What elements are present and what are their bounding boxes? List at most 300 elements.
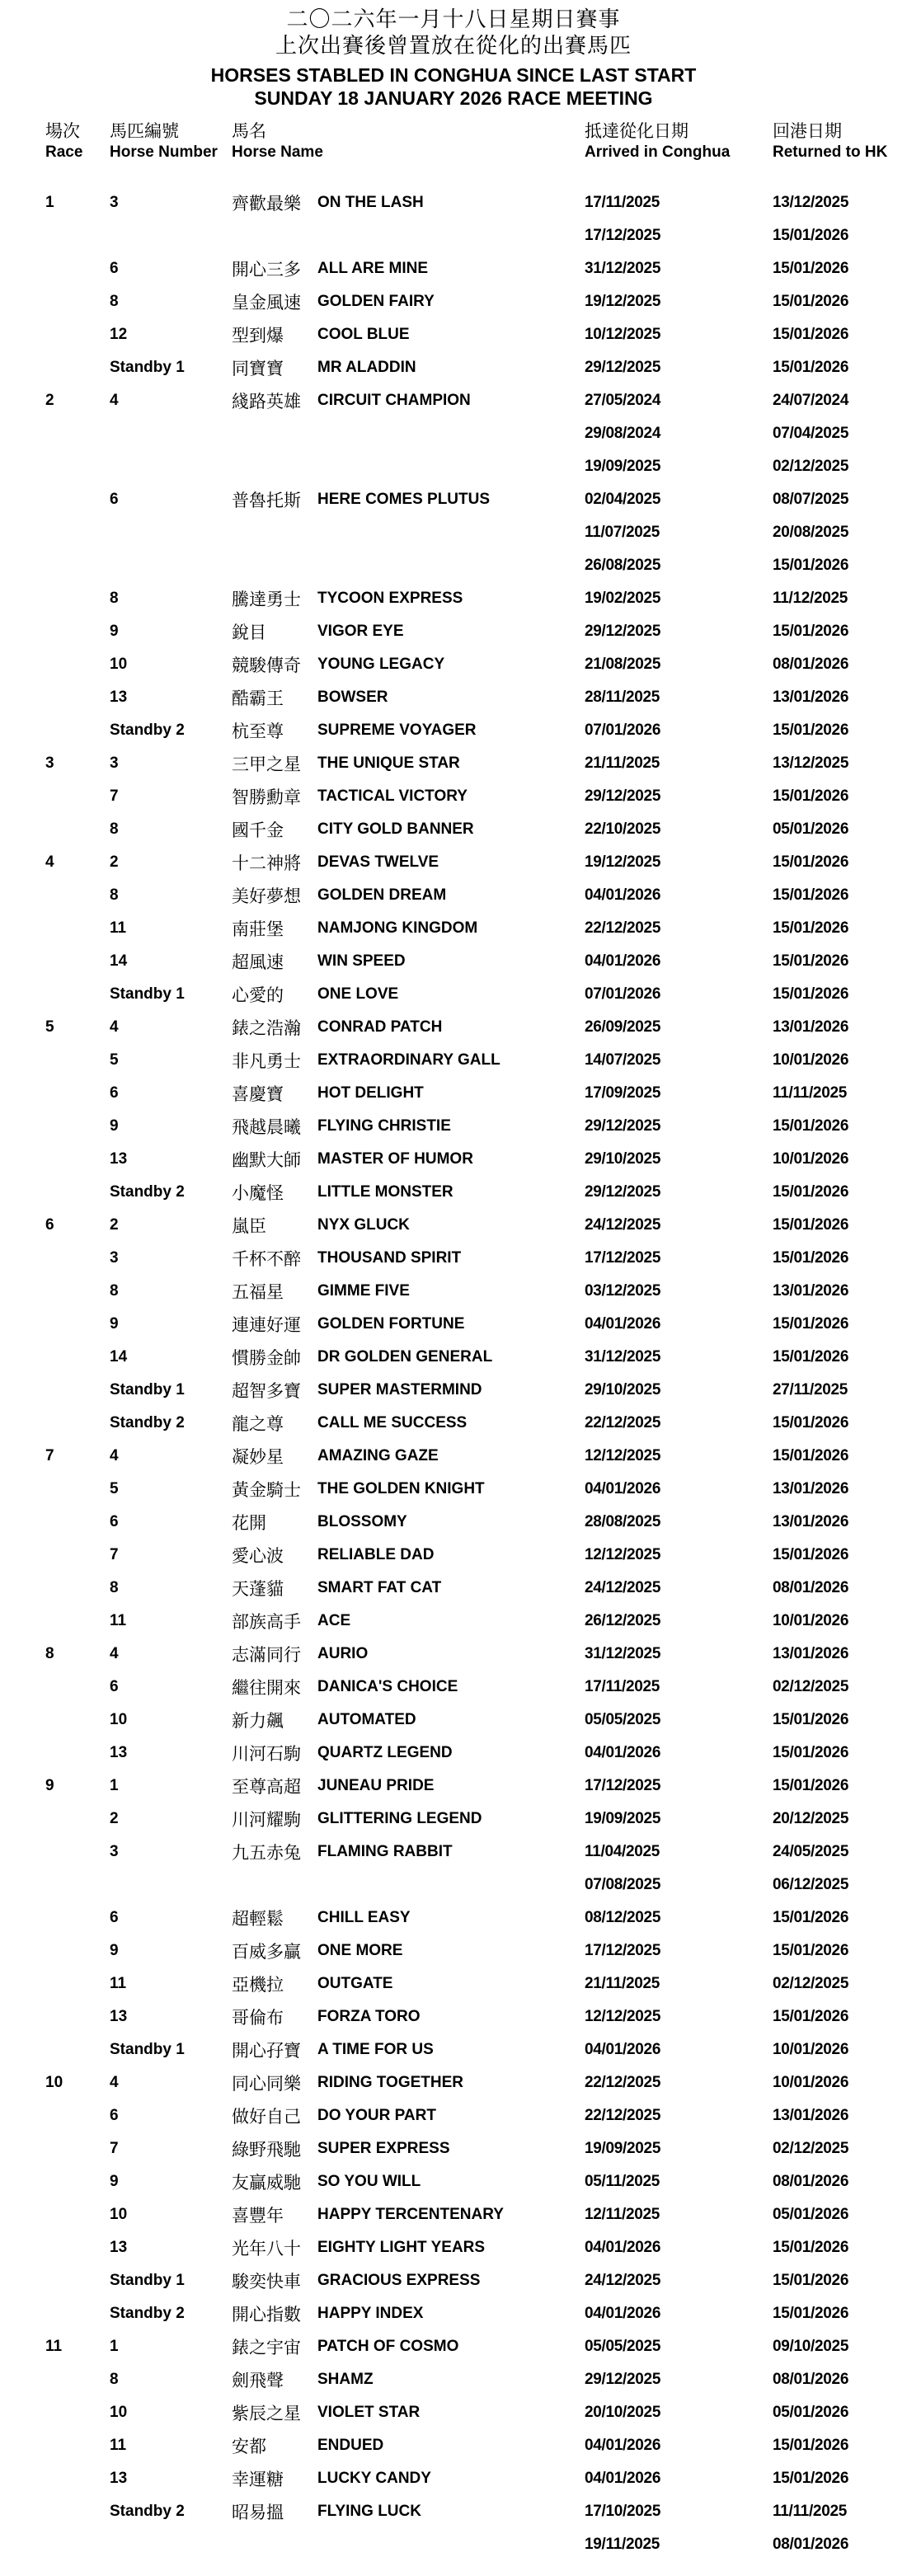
horse-name-chinese-cell: 南莊堡 [232,920,284,939]
returned-to-hk-cell: 15/01/2026 [773,1909,849,1926]
horse-number-cell: Standby 2 [110,1414,185,1431]
table-row [45,1209,907,1242]
horse-name-chinese-cell: 競駿傳奇 [232,656,301,675]
arrived-in-conghua-cell: 02/04/2025 [585,491,661,508]
horse-name-english-cell: CALL ME SUCCESS [317,1414,468,1431]
returned-to-hk-cell: 10/01/2026 [773,2041,849,2058]
horse-number-cell: 6 [110,1513,119,1530]
horse-number-cell: 9 [110,1942,119,1959]
arrived-in-conghua-cell: 19/12/2025 [585,853,661,871]
horse-number-cell: 11 [110,919,127,937]
horse-name-english-cell: A TIME FOR US [317,2041,434,2058]
returned-to-hk-cell: 02/12/2025 [773,458,849,475]
arrived-in-conghua-cell: 21/08/2025 [585,656,661,673]
horse-name-chinese-cell: 川河耀駒 [232,1811,301,1830]
returned-to-hk-cell: 10/01/2026 [773,1150,849,1168]
table-row [45,1770,907,1803]
table-row [45,1473,907,1506]
table-row [45,615,907,648]
horse-name-chinese-cell: 飛越晨曦 [232,1118,301,1137]
arrived-in-conghua-cell: 07/01/2026 [585,985,661,1003]
horse-name-english-cell: HERE COMES PLUTUS [317,491,491,508]
horse-name-english-cell: NYX GLUCK [317,1216,410,1234]
arrived-in-conghua-cell: 04/01/2026 [585,2437,661,2454]
horse-name-english-cell: THOUSAND SPIRIT [317,1249,462,1267]
horse-name-chinese-cell: 錶之浩瀚 [232,1019,301,1038]
table-row [45,1374,907,1407]
horse-name-english-cell: SUPER EXPRESS [317,2140,450,2157]
page-title-zh-line1: 二〇二六年一月十八日星期日賽事 [286,7,621,31]
returned-to-hk-cell: 13/01/2026 [773,2107,849,2124]
arrived-in-conghua-cell: 21/11/2025 [585,754,660,772]
horse-name-chinese-cell: 酷霸王 [232,689,284,708]
arrived-in-conghua-cell: 04/01/2026 [585,952,661,970]
returned-to-hk-cell: 15/01/2026 [773,1777,849,1794]
horse-name-english-cell: SHAMZ [317,2371,374,2388]
horse-name-chinese-cell: 小魔怪 [232,1184,284,1203]
table-column-headers [45,120,907,162]
table-row [45,1671,907,1704]
horse-name-chinese-cell: 幽默大師 [232,1151,301,1170]
arrived-in-conghua-cell: 17/12/2025 [585,1942,661,1959]
horse-name-chinese-cell: 天蓬貓 [232,1580,284,1599]
table-row [45,1044,907,1077]
horse-name-chinese-cell: 新力飆 [232,1712,284,1731]
returned-to-hk-cell: 13/12/2025 [773,194,849,211]
returned-to-hk-cell: 15/01/2026 [773,787,849,805]
horse-number-cell: 4 [110,1018,119,1036]
horse-number-cell: 4 [110,392,119,409]
horse-number-cell: 7 [110,787,119,805]
arrived-in-conghua-cell: 04/01/2026 [585,2041,661,2058]
horse-name-chinese-cell: 騰達勇士 [232,590,301,609]
horse-name-english-cell: ON THE LASH [317,194,424,211]
returned-to-hk-cell: 13/12/2025 [773,754,849,772]
arrived-in-conghua-cell: 04/01/2026 [585,2305,661,2322]
horse-number-cell: 10 [110,656,128,673]
table-row [45,1275,907,1308]
horse-name-chinese-cell: 非凡勇士 [232,1052,301,1071]
horse-name-english-cell: HAPPY TERCENTENARY [317,2206,504,2223]
horse-number-cell: 13 [110,1150,128,1168]
horse-number-cell: Standby 1 [110,1381,185,1398]
horse-name-english-cell: SMART FAT CAT [317,1579,442,1596]
table-row [45,1176,907,1209]
horse-name-english-cell: VIGOR EYE [317,623,404,640]
horse-name-english-cell: PATCH OF COSMO [317,2338,459,2355]
horse-name-chinese-cell: 光年八十 [232,2240,301,2259]
arrived-in-conghua-cell: 20/10/2025 [585,2404,661,2421]
table-row [45,1934,907,1967]
page-title-en-line2: SUNDAY 18 JANUARY 2026 RACE MEETING [254,87,653,109]
table-row [45,747,907,780]
returned-to-hk-cell: 15/01/2026 [773,1942,849,1959]
horse-number-cell: 3 [110,194,119,211]
horse-name-english-cell: ALL ARE MINE [317,260,429,277]
horse-name-english-cell: HAPPY INDEX [317,2305,424,2322]
returned-to-hk-cell: 10/01/2026 [773,1612,849,1629]
horse-name-chinese-cell: 做好自己 [232,2108,301,2127]
horse-name-chinese-cell: 同寶寶 [232,360,284,378]
horse-name-english-cell: GOLDEN DREAM [317,886,447,904]
arrived-in-conghua-cell: 19/09/2025 [585,1810,661,1827]
table-row [45,2297,907,2330]
horse-name-chinese-cell: 繼往開來 [232,1679,301,1698]
horse-number-cell: 14 [110,952,128,970]
horse-name-english-cell: COOL BLUE [317,326,410,343]
arrived-in-conghua-cell: 29/10/2025 [585,1150,661,1168]
horse-number-cell: 13 [110,2008,128,2025]
horse-name-english-cell: WIN SPEED [317,952,406,970]
arrived-in-conghua-cell: 17/12/2025 [585,227,661,244]
horse-number-cell: 10 [110,2404,128,2421]
horse-name-chinese-cell: 國千金 [232,821,284,840]
table-row [45,1341,907,1374]
horse-name-chinese-cell: 駿奕快車 [232,2273,301,2292]
table-row [45,483,907,516]
horse-name-chinese-cell: 型到爆 [232,327,284,346]
horse-name-english-cell: DO YOUR PART [317,2107,436,2124]
arrived-in-conghua-cell: 22/12/2025 [585,2107,661,2124]
returned-to-hk-cell: 15/01/2026 [773,2272,849,2289]
horse-name-english-cell: ENDUED [317,2437,384,2454]
horse-name-english-cell: ONE MORE [317,1942,403,1959]
arrived-in-conghua-cell: 31/12/2025 [585,1645,661,1662]
race-number-cell: 6 [45,1216,54,1234]
table-row [45,2000,907,2033]
returned-to-hk-cell: 13/01/2026 [773,1018,849,1036]
horse-number-cell: 8 [110,1282,119,1300]
horse-name-chinese-cell: 美好夢想 [232,887,301,906]
horse-name-chinese-cell: 普魯托斯 [232,491,301,510]
horse-name-chinese-cell: 十二神將 [232,854,301,873]
table-row [45,1803,907,1836]
table-row [45,516,907,549]
horse-number-cell: 11 [110,1612,127,1629]
arrived-in-conghua-cell: 21/11/2025 [585,1975,660,1992]
column-header-returned-en: Returned to HK [773,143,888,161]
table-row [45,2462,907,2495]
race-number-cell: 8 [45,1645,54,1662]
table-row [45,1440,907,1473]
horse-name-chinese-cell: 劍飛聲 [232,2372,284,2390]
returned-to-hk-cell: 15/01/2026 [773,985,849,1003]
returned-to-hk-cell: 15/01/2026 [773,1183,849,1201]
horse-number-cell: 6 [110,491,119,508]
horse-name-chinese-cell: 幸運糖 [232,2470,284,2489]
returned-to-hk-cell: 15/01/2026 [773,2008,849,2025]
horse-number-cell: 3 [110,1249,119,1267]
returned-to-hk-cell: 15/01/2026 [773,1315,849,1333]
horse-number-cell: 10 [110,2206,128,2223]
horse-name-english-cell: ONE LOVE [317,985,399,1003]
horse-number-cell: 9 [110,2173,119,2190]
page-title-zh-line2: 上次出賽後曾置放在從化的出賽馬匹 [275,33,632,58]
arrived-in-conghua-cell: 29/12/2025 [585,2371,661,2388]
race-number-cell: 4 [45,853,54,871]
horse-number-cell: 4 [110,1645,119,1662]
horse-number-cell: 7 [110,2140,119,2157]
column-header-horse-name-en: Horse Name [232,143,323,161]
arrived-in-conghua-cell: 27/05/2024 [585,392,661,409]
table-row [45,714,907,747]
returned-to-hk-cell: 20/08/2025 [773,524,849,541]
horse-name-chinese-cell: 綠野飛馳 [232,2141,301,2160]
horse-number-cell: 13 [110,2239,128,2256]
table-row [45,384,907,417]
returned-to-hk-cell: 27/11/2025 [773,1381,848,1398]
returned-to-hk-cell: 15/01/2026 [773,326,849,343]
horse-number-cell: Standby 2 [110,2503,185,2520]
horse-name-chinese-cell: 嵐臣 [232,1217,266,1236]
table-row [45,582,907,615]
returned-to-hk-cell: 10/01/2026 [773,2074,849,2091]
horse-name-english-cell: LUCKY CANDY [317,2470,431,2487]
horse-number-cell: 12 [110,326,128,343]
table-row [45,846,907,879]
horse-number-cell: 13 [110,689,128,706]
returned-to-hk-cell: 15/01/2026 [773,2239,849,2256]
returned-to-hk-cell: 15/01/2026 [773,886,849,904]
arrived-in-conghua-cell: 08/12/2025 [585,1909,661,1926]
race-number-cell: 1 [45,194,54,211]
returned-to-hk-cell: 08/01/2026 [773,2173,849,2190]
horse-number-cell: 3 [110,1843,119,1860]
horse-name-chinese-cell: 百威多贏 [232,1943,301,1962]
horse-name-chinese-cell: 開心三多 [232,261,301,280]
horse-number-cell: 2 [110,853,119,871]
horse-name-chinese-cell: 銳目 [232,623,266,642]
table-row [45,1143,907,1176]
horse-name-chinese-cell: 智勝勳章 [232,788,301,807]
horse-name-english-cell: MASTER OF HUMOR [317,1150,473,1168]
table-row [45,1836,907,1869]
arrived-in-conghua-cell: 28/11/2025 [585,689,660,706]
arrived-in-conghua-cell: 11/07/2025 [585,524,660,541]
returned-to-hk-cell: 07/04/2025 [773,425,849,442]
horse-name-chinese-cell: 川河石駒 [232,1745,301,1764]
column-header-horse-number-zh: 馬匹編號 [110,122,179,141]
horse-name-english-cell: BLOSSOMY [317,1513,407,1530]
arrived-in-conghua-cell: 14/07/2025 [585,1051,661,1069]
returned-to-hk-cell: 15/01/2026 [773,1414,849,1431]
horse-name-chinese-cell: 三甲之星 [232,755,301,774]
horse-name-chinese-cell: 安都 [232,2437,266,2456]
arrived-in-conghua-cell: 29/12/2025 [585,787,661,805]
horse-name-english-cell: FORZA TORO [317,2008,421,2025]
horse-name-english-cell: QUARTZ LEGEND [317,1744,453,1761]
horse-number-cell: 8 [110,2371,119,2388]
returned-to-hk-cell: 15/01/2026 [773,952,849,970]
horse-number-cell: 14 [110,1348,128,1366]
returned-to-hk-cell: 15/01/2026 [773,1744,849,1761]
table-row [45,681,907,714]
horse-name-english-cell: HOT DELIGHT [317,1084,424,1102]
returned-to-hk-cell: 08/01/2026 [773,2371,849,2388]
returned-to-hk-cell: 15/01/2026 [773,853,849,871]
horse-name-english-cell: DR GOLDEN GENERAL [317,1348,493,1366]
horse-name-english-cell: YOUNG LEGACY [317,656,445,673]
horse-name-english-cell: NAMJONG KINGDOM [317,919,478,937]
arrived-in-conghua-cell: 31/12/2025 [585,260,661,277]
horse-name-chinese-cell: 哥倫布 [232,2009,284,2028]
horse-name-chinese-cell: 友贏威馳 [232,2174,301,2193]
table-row [45,2198,907,2231]
horse-number-cell: Standby 1 [110,359,185,376]
arrived-in-conghua-cell: 07/08/2025 [585,1876,661,1893]
race-number-cell: 2 [45,392,54,409]
table-row [45,1605,907,1638]
table-row [45,2396,907,2429]
arrived-in-conghua-cell: 26/09/2025 [585,1018,661,1036]
horse-name-chinese-cell: 昭易搵 [232,2503,284,2522]
table-row [45,945,907,978]
horse-number-cell: 2 [110,1216,119,1234]
table-row [45,219,907,252]
horse-name-chinese-cell: 五福星 [232,1283,284,1302]
table-row [45,318,907,351]
returned-to-hk-cell: 24/05/2025 [773,1843,849,1860]
horse-name-english-cell: RELIABLE DAD [317,1546,435,1563]
horse-number-cell: 8 [110,820,119,838]
column-header-horse-number [110,120,232,162]
horse-name-english-cell: MR ALADDIN [317,359,416,376]
arrived-in-conghua-cell: 22/10/2025 [585,820,661,838]
arrived-in-conghua-cell: 11/04/2025 [585,1843,660,1860]
returned-to-hk-cell: 15/01/2026 [773,1117,849,1135]
horse-name-chinese-cell: 九五赤兔 [232,1844,301,1863]
table-row [45,1704,907,1737]
returned-to-hk-cell: 15/01/2026 [773,722,849,739]
returned-to-hk-cell: 24/07/2024 [773,392,849,409]
table-row [45,549,907,582]
table-row [45,1077,907,1110]
table-row [45,285,907,318]
horse-name-chinese-cell: 凝妙星 [232,1448,284,1467]
horse-name-english-cell: THE GOLDEN KNIGHT [317,1480,485,1497]
arrived-in-conghua-cell: 05/05/2025 [585,2338,661,2355]
horse-name-english-cell: OUTGATE [317,1975,393,1992]
race-number-cell: 11 [45,2338,63,2355]
horse-name-english-cell: SUPREME VOYAGER [317,722,477,739]
arrived-in-conghua-cell: 24/12/2025 [585,1216,661,1234]
horse-number-cell: Standby 1 [110,985,185,1003]
horse-name-chinese-cell: 喜慶寶 [232,1085,284,1104]
arrived-in-conghua-cell: 19/02/2025 [585,590,661,607]
horse-name-chinese-cell: 部族高手 [232,1613,301,1632]
horse-number-cell: 2 [110,1810,119,1827]
horse-name-chinese-cell: 綫路英雄 [232,393,301,411]
returned-to-hk-cell: 15/01/2026 [773,1348,849,1366]
arrived-in-conghua-cell: 04/01/2026 [585,886,661,904]
horse-number-cell: 9 [110,1315,119,1333]
table-row [45,186,907,219]
horse-name-chinese-cell: 心愛的 [232,986,284,1005]
arrived-in-conghua-cell: 29/12/2025 [585,1117,661,1135]
table-row [45,1737,907,1770]
table-row [45,1539,907,1572]
race-number-cell: 9 [45,1777,54,1794]
horse-name-english-cell: TYCOON EXPRESS [317,590,463,607]
returned-to-hk-cell: 06/12/2025 [773,1876,849,1893]
horse-name-english-cell: RIDING TOGETHER [317,2074,463,2091]
returned-to-hk-cell: 08/07/2025 [773,491,849,508]
returned-to-hk-cell: 15/01/2026 [773,623,849,640]
table-row [45,1638,907,1671]
race-number-cell: 10 [45,2074,63,2091]
horse-name-english-cell: CONRAD PATCH [317,1018,443,1036]
table-row [45,1901,907,1934]
horse-name-english-cell: SUPER MASTERMIND [317,1381,482,1398]
horse-number-cell: 5 [110,1051,119,1069]
horse-name-english-cell: THE UNIQUE STAR [317,754,460,772]
arrived-in-conghua-cell: 17/10/2025 [585,2503,661,2520]
returned-to-hk-cell: 13/01/2026 [773,1282,849,1300]
returned-to-hk-cell: 09/10/2025 [773,2338,849,2355]
horse-name-english-cell: CITY GOLD BANNER [317,820,474,838]
horse-number-cell: 6 [110,1678,119,1695]
horse-name-chinese-cell: 慣勝金帥 [232,1349,301,1368]
horse-name-chinese-cell: 超輕鬆 [232,1910,284,1929]
horse-number-cell: Standby 1 [110,2041,185,2058]
returned-to-hk-cell: 11/11/2025 [773,2503,847,2520]
returned-to-hk-cell: 11/11/2025 [773,1084,847,1102]
horse-number-cell: 13 [110,1744,128,1761]
arrived-in-conghua-cell: 04/01/2026 [585,2239,661,2256]
returned-to-hk-cell: 20/12/2025 [773,1810,849,1827]
table-row [45,2429,907,2462]
horse-number-cell: 7 [110,1546,119,1563]
table-row [45,2066,907,2099]
arrived-in-conghua-cell: 10/12/2025 [585,326,661,343]
horse-name-english-cell: CHILL EASY [317,1909,411,1926]
returned-to-hk-cell: 11/12/2025 [773,590,848,607]
arrived-in-conghua-cell: 12/12/2025 [585,1546,661,1563]
column-header-arrived-zh: 抵達從化日期 [585,122,688,141]
table-row [45,2330,907,2363]
returned-to-hk-cell: 08/01/2026 [773,1579,849,1596]
returned-to-hk-cell: 15/01/2026 [773,1546,849,1563]
horse-number-cell: Standby 2 [110,1183,185,1201]
horse-number-cell: Standby 1 [110,2272,185,2289]
horse-name-english-cell: DANICA'S CHOICE [317,1678,458,1695]
horse-name-english-cell: LITTLE MONSTER [317,1183,454,1201]
horse-name-english-cell: FLYING CHRISTIE [317,1117,451,1135]
horse-name-chinese-cell: 連連好運 [232,1316,301,1335]
returned-to-hk-cell: 15/01/2026 [773,293,849,310]
table-row [45,252,907,285]
returned-to-hk-cell: 15/01/2026 [773,227,849,244]
returned-to-hk-cell: 15/01/2026 [773,2470,849,2487]
horse-number-cell: 6 [110,2107,119,2124]
returned-to-hk-cell: 05/01/2026 [773,820,849,838]
horse-name-chinese-cell: 亞機拉 [232,1976,284,1995]
horse-number-cell: Standby 2 [110,2305,185,2322]
horse-name-chinese-cell: 千杯不醉 [232,1250,301,1269]
horse-number-cell: 5 [110,1480,119,1497]
horse-number-cell: 4 [110,1447,119,1464]
returned-to-hk-cell: 05/01/2026 [773,2404,849,2421]
horse-name-chinese-cell: 花開 [232,1514,266,1533]
arrived-in-conghua-cell: 19/09/2025 [585,458,661,475]
horse-name-english-cell: GRACIOUS EXPRESS [317,2272,481,2289]
returned-to-hk-cell: 15/01/2026 [773,1711,849,1728]
column-header-race-en: Race [45,143,83,161]
returned-to-hk-cell: 08/01/2026 [773,2536,849,2553]
column-header-returned-zh: 回港日期 [773,122,842,141]
horse-name-chinese-cell: 開心指數 [232,2306,301,2325]
horse-number-cell: 8 [110,590,119,607]
